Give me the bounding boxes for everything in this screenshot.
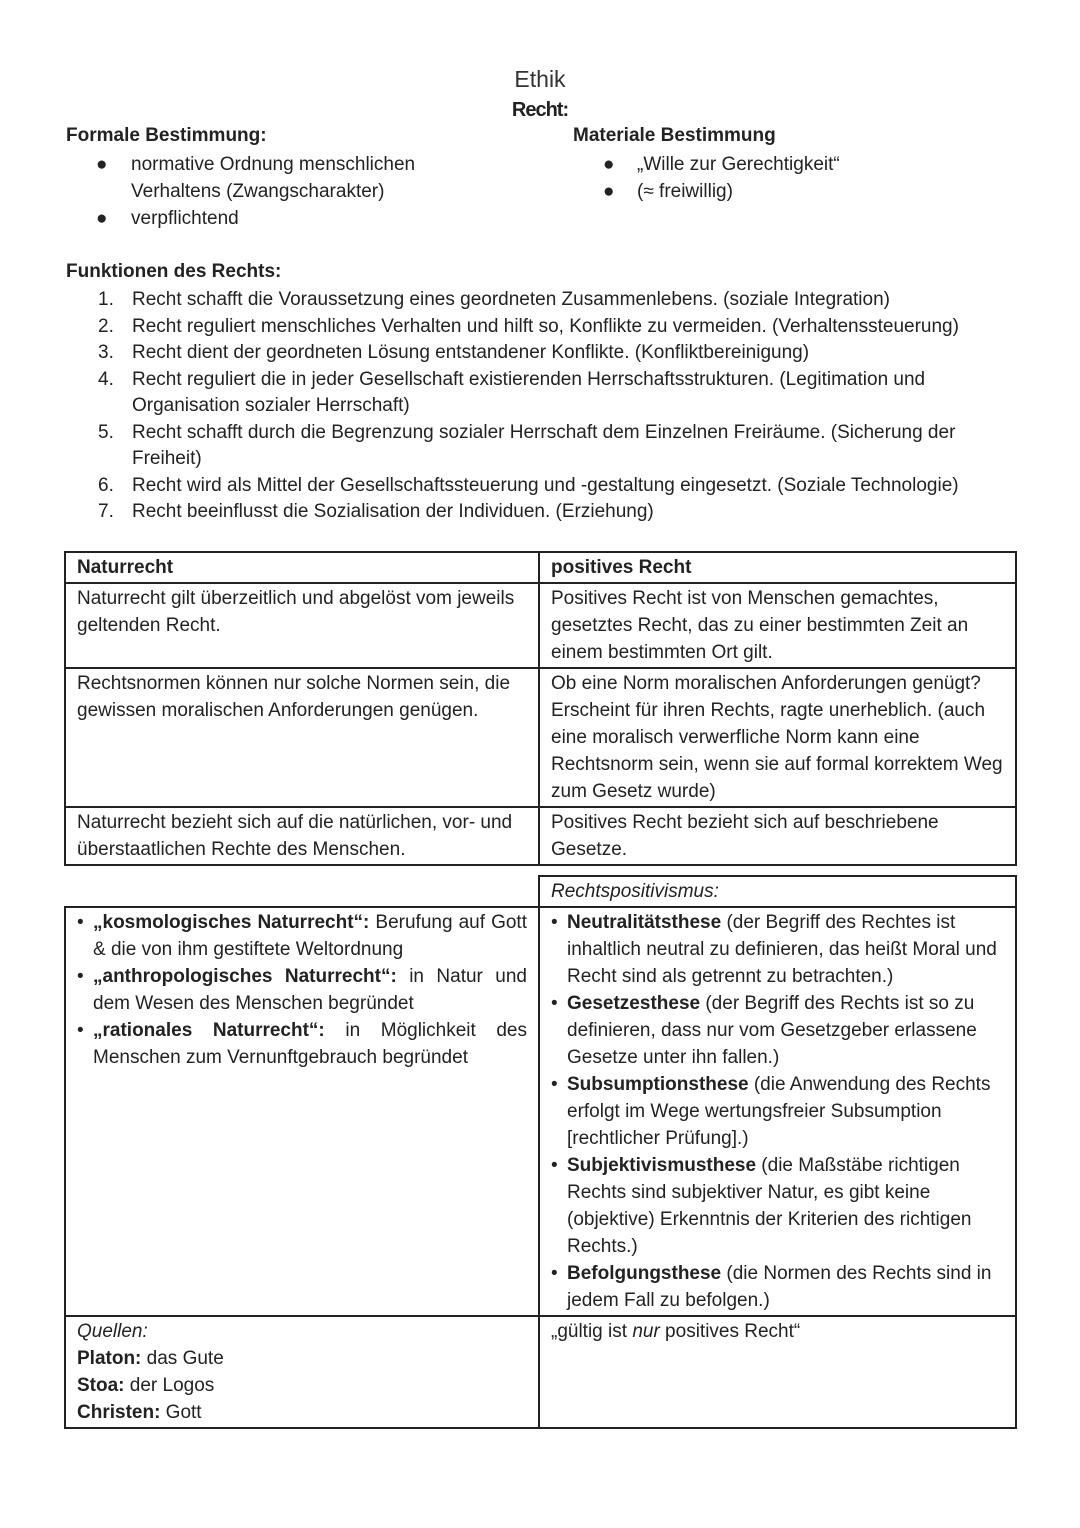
table-header-naturrecht: Naturrecht (65, 552, 539, 583)
functions-heading: Funktionen des Rechts: (66, 261, 282, 282)
function-item (66, 420, 1016, 473)
function-number: 5. (98, 421, 114, 443)
term: Gesetzesthese (567, 993, 701, 1014)
formal-item-text: Verhaltens (Zwangscharakter) (131, 181, 385, 202)
function-item (66, 287, 1016, 314)
function-number: 7. (98, 501, 114, 522)
material-heading: Materiale Bestimmung (573, 125, 776, 146)
function-number: 3. (98, 342, 114, 363)
list-item (77, 1017, 527, 1071)
bullet-icon: ● (603, 181, 615, 202)
material-item-text: „Wille zur Gerechtigkeit“ (637, 154, 840, 175)
formal-item (96, 151, 415, 205)
document-subtitle: Recht: (511, 99, 569, 121)
table-cell: Positives Recht ist von Menschen gemachtes, gesetztes Recht, das zu einer bestimmten Zeit an einem bestimmten Ort gilt. (539, 583, 1016, 668)
formal-item-text: normative Ordnung menschlichen (131, 154, 416, 175)
function-number: 4. (98, 368, 114, 390)
source-value: Gott (160, 1402, 202, 1423)
material-list (603, 151, 840, 205)
term-text: (die Anwendung des Rechts erfolgt im Wege wertungsfreier Subsumption [rechtlicher Prüfung].) (567, 1074, 991, 1149)
list-item (551, 909, 1004, 990)
quote-emphasis: nur (632, 1321, 660, 1342)
material-item (603, 151, 840, 178)
function-text: Recht wird als Mittel der Gesellschaftssteuerung und -gestaltung eingesetzt. (Soziale Technologie) (132, 474, 959, 496)
theory-table (64, 875, 1017, 1429)
table-cell: Rechtsnormen können nur solche Normen sein, die gewissen moralischen Anforderungen genügen. (65, 668, 539, 807)
term: Subsumptionsthese (567, 1074, 749, 1095)
table-cell: Positives Recht bezieht sich auf beschriebene Gesetze. (539, 807, 1016, 865)
formal-heading: Formale Bestimmung: (66, 125, 267, 146)
term-text: (der Begriff des Rechts ist so zu definieren, dass nur vom Gesetzgeber erlassene Gesetze unter ihn fallen.) (567, 993, 977, 1068)
table-header-row (65, 876, 1016, 907)
positivismus-theses-cell (539, 907, 1016, 1316)
source-value: das Gute (141, 1348, 224, 1369)
table-cell: Naturrecht bezieht sich auf die natürlichen, vor- und überstaatlichen Rechte des Menschen. (65, 807, 539, 865)
material-item (603, 178, 840, 205)
rechtspositivismus-header: Rechtspositivismus: (539, 876, 1016, 907)
table-cell: Ob eine Norm moralischen Anforderungen genügt? Erscheint für ihren Rechts, ragte unerheblich. (auch eine moralisch verwerfliche Norm kann eine Rechtsnorm sein, wenn sie auf formal korrektem Weg zum Gesetz wurde) (539, 668, 1016, 807)
function-item (66, 340, 1016, 367)
term: „anthropologisches Naturrecht“: (93, 966, 397, 987)
term-text: (die Normen des Rechts sind in jedem Fall zu befolgen.) (567, 1263, 992, 1311)
function-number: 6. (98, 474, 114, 496)
table-row (65, 907, 1016, 1316)
list-item (551, 990, 1004, 1071)
function-text: Recht reguliert die in jeder Gesellschaft existierenden Herrschaftsstrukturen. (Legitimation und Organisation sozialer Herrschaft) (132, 368, 926, 416)
function-text: Recht dient der geordneten Lösung entstandener Konflikte. (Konfliktbereinigung) (132, 342, 810, 363)
function-number: 1. (98, 289, 114, 310)
source-line (77, 1399, 527, 1426)
term-text: Berufung auf Gott & die von ihm gestiftete Weltordnung (93, 912, 527, 960)
sources-cell (65, 1316, 539, 1428)
quote-pre: „gültig ist (551, 1321, 633, 1342)
source-value: der Logos (124, 1375, 215, 1396)
term-text: in Möglichkeit des Menschen zum Vernunftgebrauch begründet (93, 1020, 527, 1068)
function-number: 2. (98, 315, 114, 337)
functions-list (66, 287, 1016, 526)
list-item (551, 1152, 1004, 1260)
list-item (551, 1260, 1004, 1314)
table-cell: Naturrecht gilt überzeitlich und abgelöst vom jeweils geltenden Recht. (65, 583, 539, 668)
formal-item-text: verpflichtend (131, 208, 239, 229)
list-item (77, 963, 527, 1017)
list-item (77, 909, 527, 963)
source-name: Stoa: (77, 1375, 125, 1396)
table-row (65, 583, 1016, 668)
table-row (65, 807, 1016, 865)
bullet-icon: ● (96, 154, 108, 175)
bullet-icon: ● (603, 154, 615, 175)
function-text: Recht reguliert menschliches Verhalten und hilft so, Konflikte zu vermeiden. (Verhaltenssteuerung) (132, 315, 959, 337)
comparison-table (64, 551, 1017, 866)
function-text: Recht beeinflusst die Sozialisation der Individuen. (Erziehung) (132, 501, 654, 522)
list-item (551, 1071, 1004, 1152)
document-title: Ethik (514, 66, 566, 92)
bullet-icon: ● (96, 208, 108, 229)
source-line (77, 1372, 527, 1399)
material-item-text: (≈ freiwillig) (637, 181, 733, 202)
empty-cell (65, 876, 539, 907)
source-name: Platon: (77, 1348, 142, 1369)
function-text: Recht schafft die Voraussetzung eines geordneten Zusammenlebens. (soziale Integration) (132, 289, 890, 310)
function-text: Recht schafft durch die Begrenzung sozialer Herrschaft dem Einzelnen Freiräume. (Sicherung der Freiheit) (132, 421, 956, 469)
quote-post: positives Recht“ (659, 1321, 801, 1342)
function-item (66, 367, 1016, 420)
term: Subjektivismusthese (567, 1155, 757, 1176)
sources-label: Quellen: (77, 1321, 148, 1342)
term-text: (die Maßstäbe richtigen Rechts sind subjektiver Natur, es gibt keine (objektive) Erkenntnis der Kriterien des richtigen Rechts.) (567, 1155, 972, 1257)
table-row (65, 1316, 1016, 1428)
source-name: Christen: (77, 1402, 161, 1423)
naturrecht-types-cell (65, 907, 539, 1316)
term: „rationales Naturrecht“: (93, 1020, 325, 1041)
quote-cell (539, 1316, 1016, 1428)
term: Neutralitätsthese (567, 912, 722, 933)
table-header-row (65, 552, 1016, 583)
function-item (66, 499, 1016, 526)
function-item (66, 473, 1016, 500)
table-row (65, 668, 1016, 807)
source-line (77, 1345, 527, 1372)
function-item (66, 314, 1016, 341)
formal-item (96, 205, 415, 232)
term-text: (der Begriff des Rechtes ist inhaltlich neutral zu definieren, das heißt Moral und Recht sind als getrennt zu betrachten.) (567, 912, 997, 987)
term: „kosmologisches Naturrecht“: (93, 912, 370, 933)
term: Befolgungsthese (567, 1263, 722, 1284)
term-text: in Natur und dem Wesen des Menschen begründet (93, 966, 527, 1014)
formal-list (96, 151, 415, 232)
table-header-positives-recht: positives Recht (539, 552, 1016, 583)
